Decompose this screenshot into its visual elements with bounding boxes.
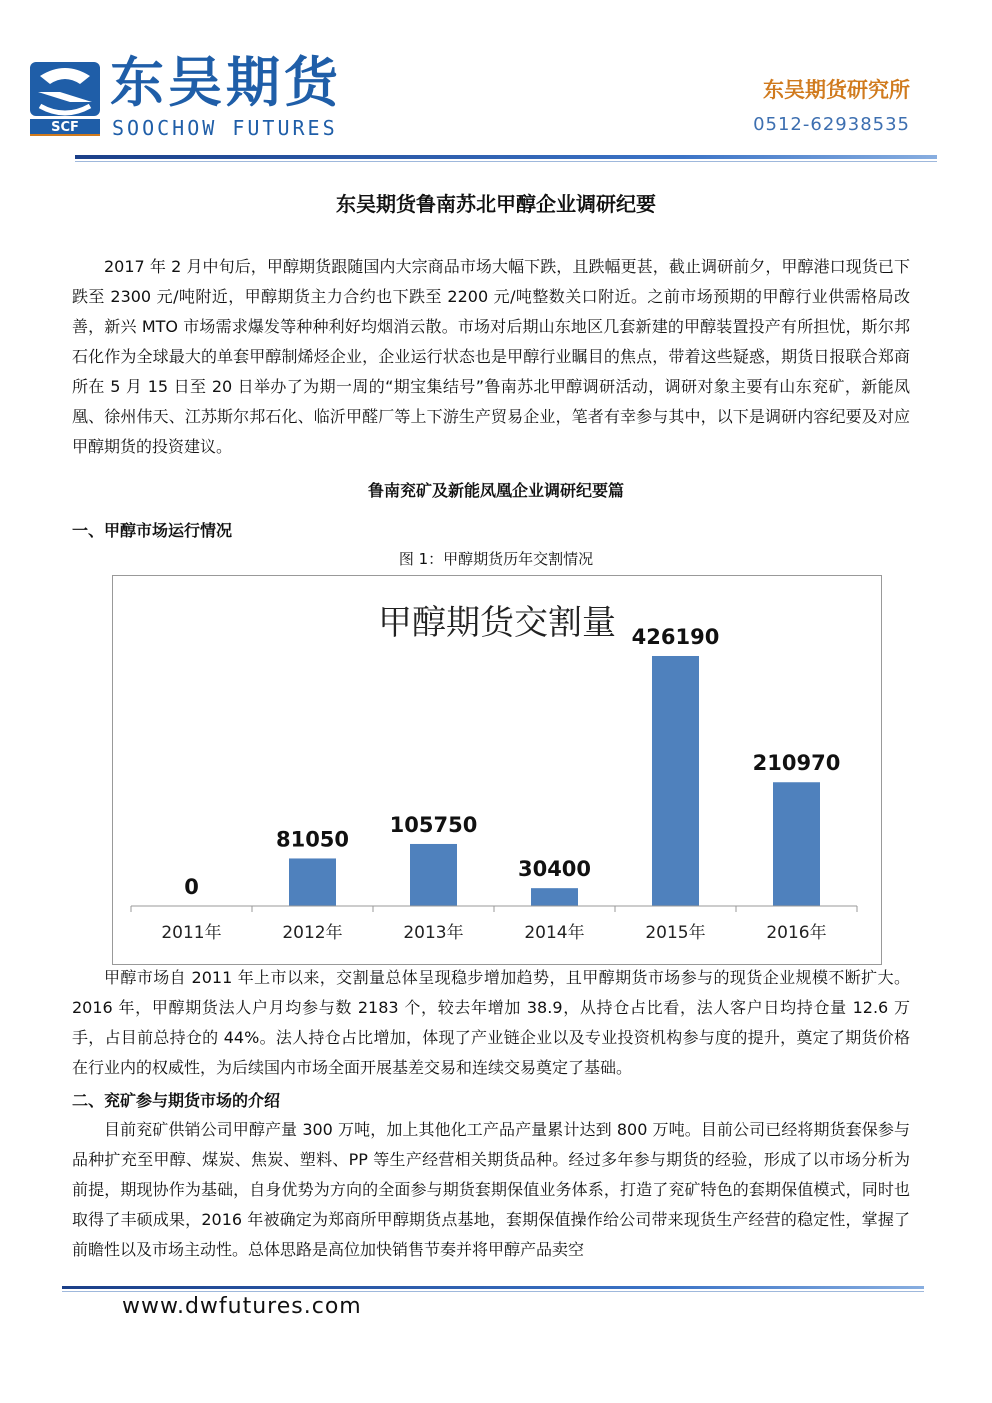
header-divider-thin: [75, 161, 937, 162]
footer-divider: [62, 1286, 924, 1289]
data-label-5: 210970: [752, 751, 841, 776]
institute-name: 东吴期货研究所: [763, 78, 910, 102]
heading-yankuang-intro: 二、兖矿参与期货市场的介绍: [72, 1091, 281, 1110]
document-title: 东吴期货鲁南苏北甲醇企业调研纪要: [336, 192, 656, 216]
bar-3: [531, 888, 578, 906]
figure-caption: 图 1：甲醇期货历年交割情况: [398, 550, 594, 568]
footer-divider-thin: [62, 1291, 924, 1292]
heading-market-overview: 一、甲醇市场运行情况: [72, 521, 233, 540]
data-label-2: 105750: [389, 812, 478, 837]
company-logo-cn: 东吴期货: [110, 51, 342, 114]
delivery-volume-chart: [112, 575, 882, 965]
x-tick-label-5: 2016年: [766, 923, 827, 943]
x-tick-label-1: 2012年: [282, 923, 343, 943]
company-logo-en: SOOCHOW FUTURES: [112, 116, 338, 140]
data-label-0: 0: [184, 875, 199, 899]
bar-5: [773, 782, 820, 906]
bar-4: [652, 656, 699, 906]
institute-phone: 0512-62938535: [753, 114, 910, 135]
logo-abbr-text: SCF: [51, 120, 79, 135]
bar-2: [410, 844, 457, 906]
bar-1: [289, 858, 336, 906]
data-label-4: 426190: [631, 624, 720, 649]
footer-website: www.dwfutures.com: [122, 1294, 362, 1319]
chart-title: 甲醇期货交割量: [378, 603, 616, 643]
data-label-1: 81050: [275, 827, 350, 852]
paragraph-delivery-analysis: 甲醇市场自 2011 年上市以来，交割量总体呈现稳步增加趋势，且甲醇期货市场参与的现货企业规模不断扩大。2016 年，甲醇期货法人户月均参与数 2183 个，较去年增加 38.9，从持仓占比看，法人客户日均持仓量 12.6 万手，占目前总持仓的 44%。法人持仓占比增加，体现了产业链企业以及专业投资机构参与度的提升，奠定了期货价格在行业内的权威性，为后续国内市场全面开展基差交易和连续交易奠定了基础。: [72, 968, 910, 1077]
chart-canvas: [113, 576, 881, 964]
data-label-3: 30400: [517, 857, 592, 882]
x-tick-label-3: 2014年: [524, 923, 585, 943]
intro-paragraph: 2017 年 2 月中旬后，甲醇期货跟随国内大宗商品市场大幅下跌，且跌幅更甚，截止调研前夕，甲醇港口现货已下跌至 2300 元/吨附近，甲醇期货主力合约也下跌至 2200 元/吨整数关口附近。之前市场预期的甲醇行业供需格局改善，新兴 MTO 市场需求爆发等种种利好均烟消云散。市场对后期山东地区几套新建的甲醇装置投产有所担忧，斯尔邦石化作为全球最大的单套甲醇制烯烃企业，企业运行状态也是甲醇行业瞩目的焦点，带着这些疑惑，期货日报联合郑商所在 5 月 15 日至 20 日举办了为期一周的“期宝集结号”鲁南苏北甲醇调研活动，调研对象主要有山东兖矿，新能凤凰、徐州伟天、江苏斯尔邦石化、临沂甲醛厂等上下游生产贸易企业，笔者有幸参与其中，以下是调研内容纪要及对应甲醇期货的投资建议。: [72, 257, 910, 456]
section-title: 鲁南兖矿及新能凤凰企业调研纪要篇: [367, 481, 624, 500]
paragraph-yankuang: 目前兖矿供销公司甲醇产量 300 万吨，加上其他化工产品产量累计达到 800 万吨。目前公司已经将期货套保参与品种扩充至甲醇、煤炭、焦炭、塑料、PP 等生产经营相关期货品种。经过多年参与期货的经验，形成了以市场分析为前提，期现协作为基础，自身优势为方向的全面参与期货套期保值业务体系，打造了兖矿特色的套期保值模式，同时也取得了丰硕成果，2016 年被确定为郑商所甲醇期货点基地，套期保值操作给公司带来现货生产经营的稳定性，掌握了前瞻性以及市场主动性。总体思路是高位加快销售节奏并将甲醇产品卖空: [72, 1120, 910, 1259]
header-divider: [75, 155, 937, 159]
scf-logo-icon: [30, 62, 100, 136]
x-tick-label-4: 2015年: [645, 923, 706, 943]
page-header: [0, 0, 992, 170]
x-tick-label-0: 2011年: [161, 923, 222, 943]
x-tick-label-2: 2013年: [403, 923, 464, 943]
